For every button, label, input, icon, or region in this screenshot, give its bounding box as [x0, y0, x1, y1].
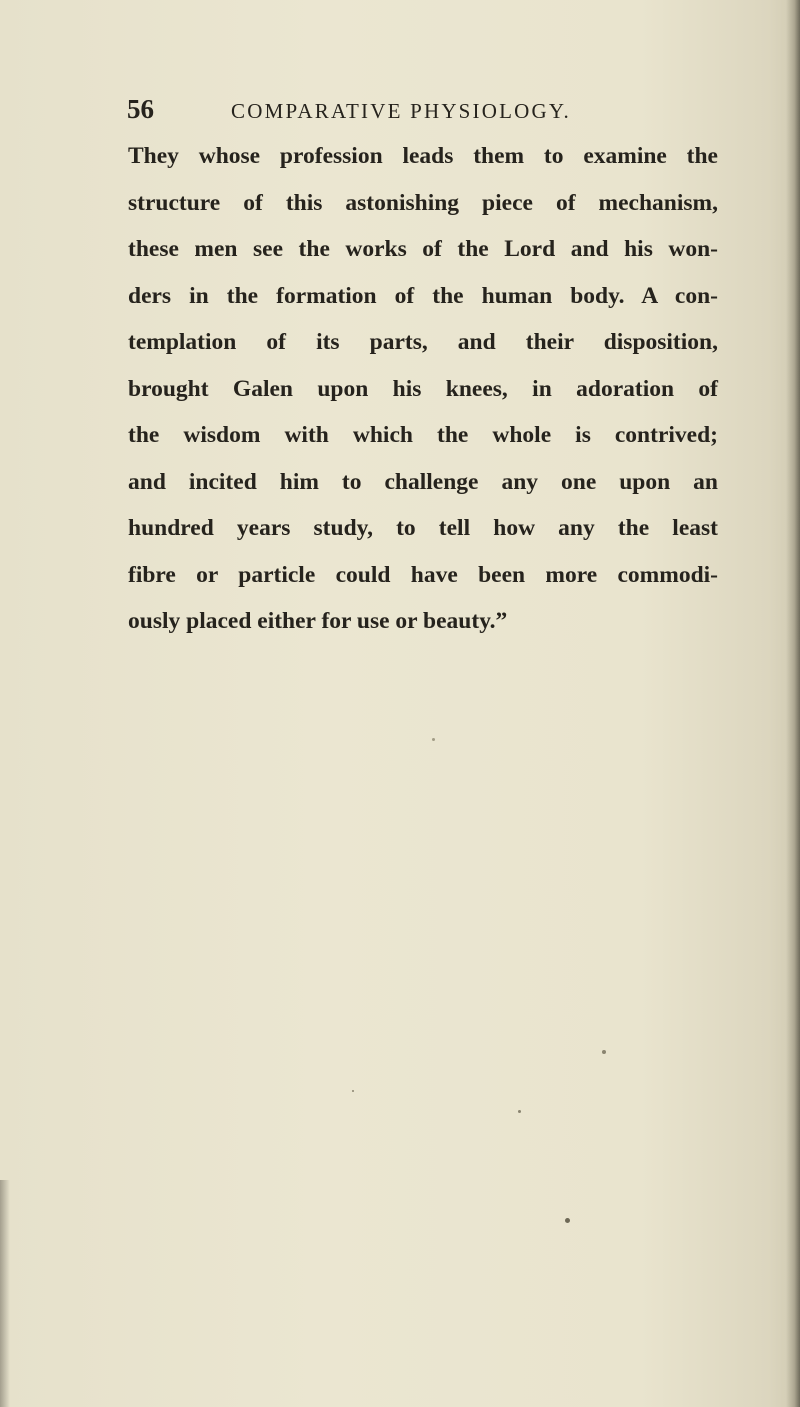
text-line: fibre or particle could have been more commodi- [128, 561, 718, 588]
text-line: these men see the works of the Lord and his won- [128, 236, 718, 262]
paper-speck [352, 1090, 354, 1092]
page-edge-shadow [786, 0, 800, 1407]
paper-speck [602, 1050, 606, 1054]
page-number: 56 [127, 94, 154, 124]
text-line: templation of its parts, and their disposition, [128, 329, 718, 355]
paper-speck [432, 738, 435, 741]
text-line: ously placed either for use or beauty.” [128, 608, 508, 634]
text-line: the wisdom with which the whole is contrived; [128, 422, 718, 448]
body-paragraph [128, 133, 718, 645]
text-line: hundred years study, to tell how any the least [128, 515, 718, 541]
text-line: They whose profession leads them to examine the [128, 143, 718, 169]
text-line: structure of this astonishing piece of mechanism, [128, 189, 718, 216]
running-title: COMPARATIVE PHYSIOLOGY. [231, 99, 571, 123]
text-line: ders in the formation of the human body. A con- [128, 282, 718, 309]
page-edge-shadow-left [0, 1180, 10, 1407]
paper-speck [518, 1110, 521, 1113]
running-head [127, 92, 727, 126]
text-line: and incited him to challenge any one upon an [128, 468, 718, 495]
paper-speck [565, 1218, 570, 1223]
text-line: brought Galen upon his knees, in adoration of [128, 375, 718, 402]
